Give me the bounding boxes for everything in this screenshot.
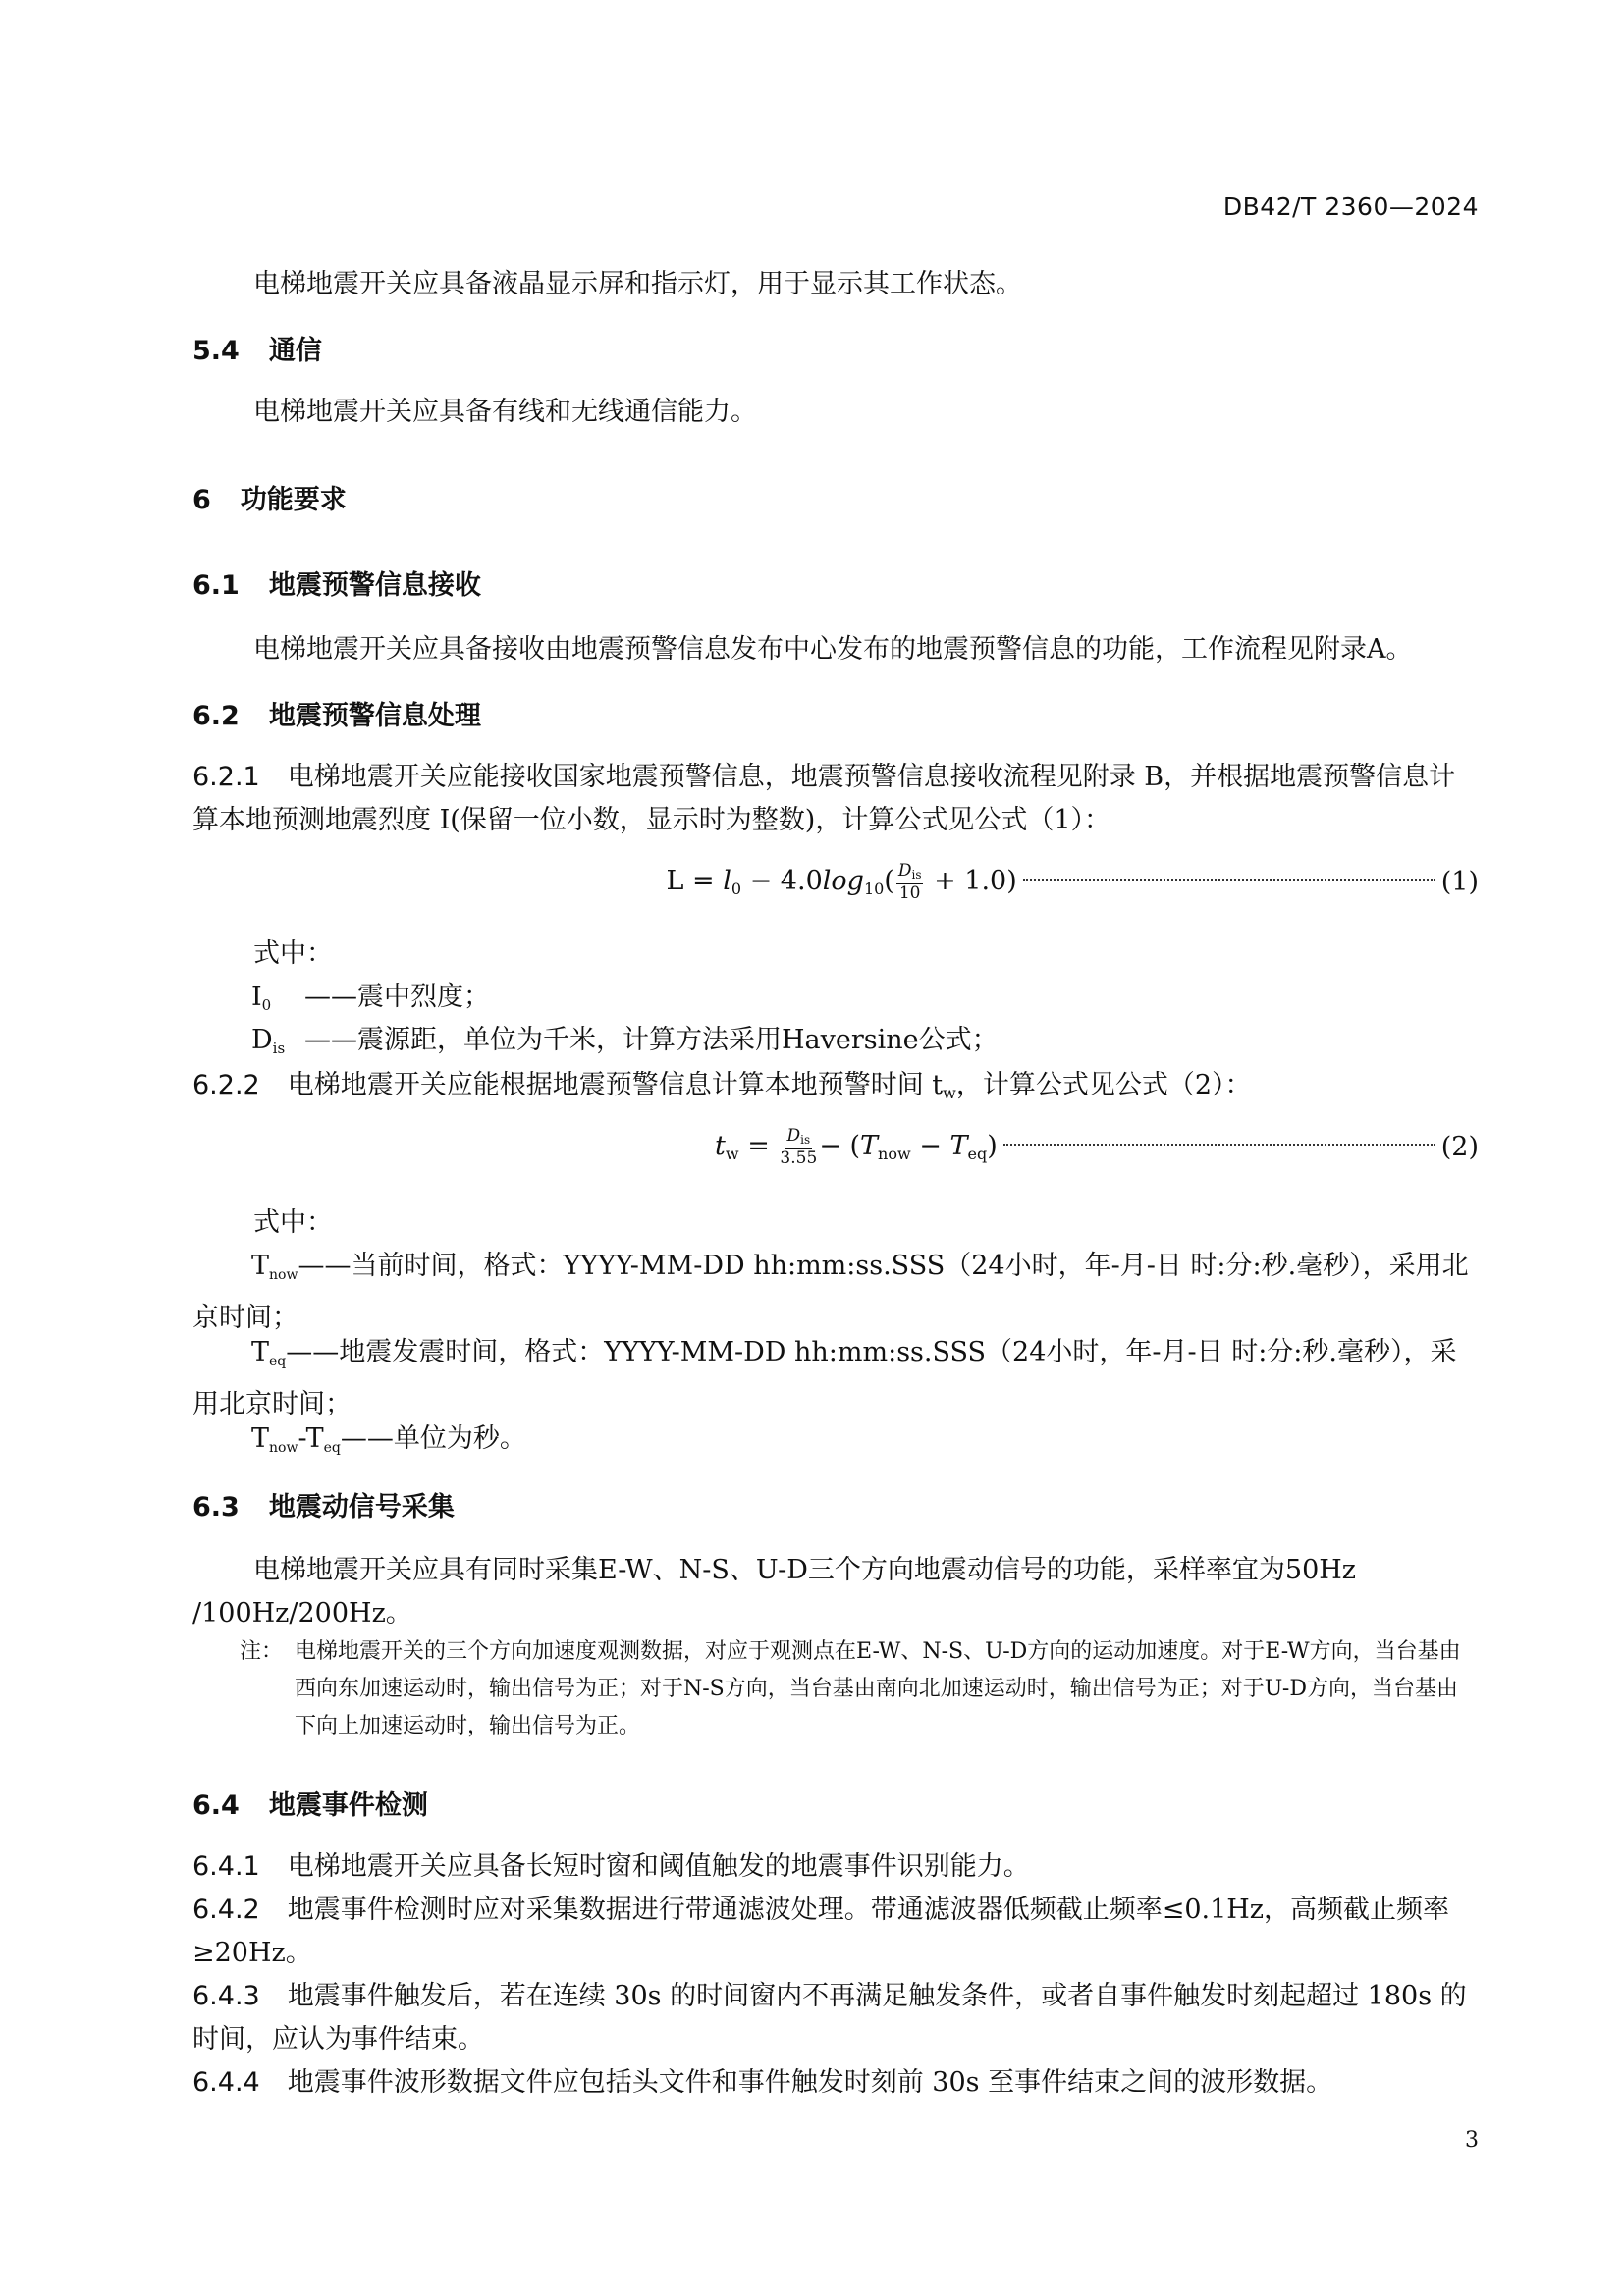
section-title: 地震事件检测 [268, 1790, 428, 1821]
definition-i0: $I_0$ ——震中烈度； [251, 982, 490, 1014]
leader-dots [1003, 1144, 1435, 1146]
section-title: 地震预警信息处理 [268, 701, 481, 731]
section-number: 5.4 [192, 336, 240, 366]
clause-number: 6.4.4 [192, 2067, 260, 2098]
section-title: 功能要求 [240, 485, 347, 515]
clause-6-4-3: 6.4.3 地震事件触发后，若在连续 30s 的时间窗内不再满足触发条件，或者自事件触发时刻起超过 180s 的时间，应认为事件结束。 [192, 1981, 1467, 2055]
where-label-1: 式中： [253, 938, 333, 969]
clause-6-4-2: 6.4.2 地震事件检测时应对采集数据进行带通滤波处理。带通滤波器低频截止频率≤0.1Hz，高频截止频率≥20Hz。 [192, 1895, 1450, 1968]
leader-dots [1023, 879, 1435, 881]
equation-2 [715, 1127, 1479, 1167]
section-number: 6.2 [192, 701, 240, 731]
section-6-3-heading [192, 1486, 455, 1529]
fraction-dis-over-355: $\frac{D_{is}}{3.55}$ [780, 1126, 818, 1168]
section-6-4-heading [192, 1785, 428, 1828]
equation-1-body: $L = l_0 - 4.0\log_{10}$( $\frac{D_{is}}{10}$ + 1.0) [666, 861, 1017, 903]
section-number: 6.4 [192, 1790, 240, 1821]
note-block [240, 1633, 1479, 1745]
equation-1 [666, 862, 1479, 902]
clause-6-2-2: 6.2.2 电梯地震开关应能根据地震预警信息计算本地预警时间 $t_w$，计算公式见公式（2）： [192, 1070, 1252, 1102]
intro-paragraph: 电梯地震开关应具备液晶显示屏和指示灯，用于显示其工作状态。 [253, 269, 1022, 299]
definition-tdiff: $T_{now}-T_{eq}——$单位为秒。 [251, 1423, 526, 1456]
equation-2-body: $t_w$ = $\frac{D_{is}}{3.55}$ − $(T_{now} - T_{eq})$ [715, 1126, 998, 1168]
equation-number: (2) [1440, 1132, 1479, 1162]
section-6-1-text: 电梯地震开关应具备接收由地震预警信息发布中心发布的地震预警信息的功能，工作流程见附录A。 [253, 634, 1413, 665]
section-title: 地震预警信息接收 [268, 570, 481, 601]
equation-number: (1) [1440, 867, 1479, 897]
section-6-1-heading [192, 564, 481, 608]
doc-id-header: DB42/T 2360—2024 [1222, 192, 1479, 221]
where-label-2: 式中： [253, 1207, 333, 1238]
section-title: 通信 [268, 336, 322, 366]
section-number: 6.3 [192, 1492, 240, 1522]
section-5-4-heading [192, 330, 322, 373]
definition-teq: $T_{eq}——$地震发震时间，格式：YYYY-MM-DD hh:mm:ss.SSS（24小时，年-月-日 时:分:秒.毫秒），采用北京时间； [192, 1337, 1457, 1419]
definition-tnow: $T_{now}——$当前时间，格式：YYYY-MM-DD hh:mm:ss.SSS（24小时，年-月-日 时:分:秒.毫秒），采用北京时间； [192, 1251, 1469, 1333]
section-6-2-heading [192, 695, 481, 738]
clause-number: 6.4.3 [192, 1981, 260, 2011]
note-label: 注： [240, 1639, 284, 1664]
section-title: 地震动信号采集 [268, 1492, 455, 1522]
note-text: 电梯地震开关的三个方向加速度观测数据，对应于观测点在E-W、N-S、U-D方向的运动加速度。对于E-W方向，当台基由西向东加速运动时，输出信号为正；对于N-S方向，当台基由南向北加速运动时，输出信号为正；对于U-D方向，当台基由下向上加速运动时，输出信号为正。 [295, 1639, 1461, 1738]
section-number: 6 [192, 485, 211, 515]
section-5-4-text: 电梯地震开关应具备有线和无线通信能力。 [253, 397, 757, 427]
page-number: 3 [1465, 2128, 1479, 2153]
section-6-heading [192, 479, 347, 522]
clause-6-4-4: 6.4.4 地震事件波形数据文件应包括头文件和事件触发时刻前 30s 至事件结束之间的波形数据。 [192, 2067, 1333, 2098]
clause-text: 电梯地震开关应能接收国家地震预警信息，地震预警信息接收流程见附录 B，并根据地震预警信息计算本地预测地震烈度 I(保留一位小数，显示时为整数)，计算公式见公式（1）： [192, 762, 1456, 835]
clause-number: 6.4.1 [192, 1851, 260, 1882]
clause-number: 6.2.1 [192, 762, 260, 792]
section-6-3-text: 电梯地震开关应具有同时采集E-W、N-S、U-D三个方向地震动信号的功能，采样率宜为50Hz /100Hz/200Hz。 [192, 1555, 1357, 1629]
fraction-dis-over-10: $\frac{D_{is}}{10}$ [897, 861, 922, 903]
clause-number: 6.2.2 [192, 1070, 260, 1100]
clause-number: 6.4.2 [192, 1895, 260, 1925]
clause-6-4-1: 6.4.1 电梯地震开关应具备长短时窗和阈值触发的地震事件识别能力。 [192, 1851, 1030, 1882]
clause-6-2-1 [192, 756, 1479, 842]
definition-dis: $D_{is}$ ——震源距，单位为千米，计算方法采用Haversine公式； [251, 1025, 999, 1057]
section-number: 6.1 [192, 570, 240, 601]
